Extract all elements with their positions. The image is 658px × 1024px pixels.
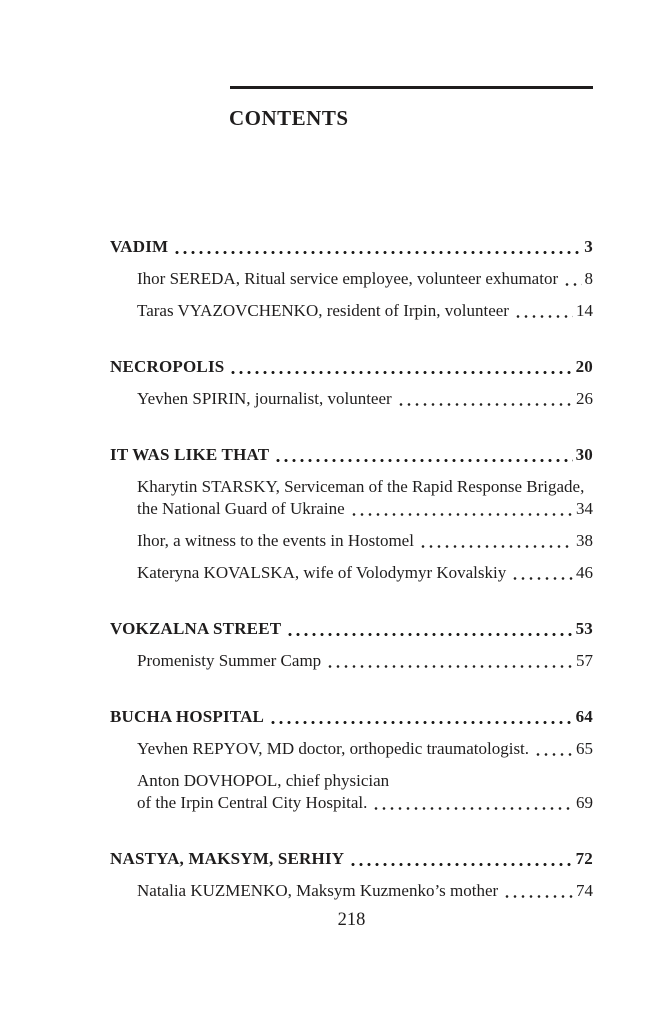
toc-entry-kovalska [110, 562, 593, 584]
dot-leader [372, 792, 573, 814]
dot-leader [350, 498, 573, 520]
toc-entry-vyazovchenko [110, 300, 593, 322]
toc-entry-starsky [110, 476, 593, 520]
entry-page-number: 3 [584, 237, 593, 256]
entry-page-number: 69 [576, 793, 593, 812]
entry-page-number: 34 [576, 499, 593, 518]
dot-leader [534, 738, 573, 760]
entry-page-number: 65 [576, 739, 593, 758]
dot-leader [563, 268, 581, 290]
entry-label: Promenisty Summer Camp [137, 651, 322, 670]
toc-entry-ihor-witness [110, 530, 593, 552]
toc-entry-promenisty [110, 650, 593, 672]
entry-label: BUCHA HOSPITAL [110, 707, 265, 726]
dot-leader [419, 530, 573, 552]
dot-leader [173, 236, 581, 258]
entry-second-line [110, 498, 593, 520]
entry-label: IT WAS LIKE THAT [110, 445, 270, 464]
entry-label-line1: Kharytin STARSKY, Serviceman of the Rapid Response Brigade, [137, 477, 585, 496]
toc-entry-dovhopol [110, 770, 593, 814]
entry-label-line2: the National Guard of Ukraine [137, 499, 345, 518]
dot-leader [349, 848, 572, 870]
entry-second-line [110, 792, 593, 814]
entry-page-number: 26 [576, 389, 593, 408]
dot-leader [503, 880, 573, 902]
entry-label: Ihor, a witness to the events in Hostomel [137, 531, 414, 550]
dot-leader [326, 650, 573, 672]
entry-page-number: 46 [576, 563, 593, 582]
dot-leader [229, 356, 572, 378]
entry-label: VOKZALNA STREET [110, 619, 282, 638]
table-of-contents [110, 236, 593, 902]
entry-page-number: 14 [576, 301, 593, 320]
entry-label-line1: Anton DOVHOPOL, chief physician [137, 771, 390, 790]
entry-page-number: 72 [575, 849, 593, 868]
toc-section-it-was-like-that [110, 444, 593, 466]
toc-section-vokzalna-street [110, 618, 593, 640]
entry-page-number: 38 [576, 531, 593, 550]
header-rule-divider [230, 86, 593, 89]
dot-leader [269, 706, 572, 728]
dot-leader [286, 618, 572, 640]
page-title: CONTENTS [229, 106, 349, 130]
entry-page-number: 30 [575, 445, 593, 464]
entry-page-number: 64 [575, 707, 593, 726]
entry-label: NECROPOLIS [110, 357, 225, 376]
dot-leader [514, 300, 573, 322]
dot-leader [511, 562, 573, 584]
dot-leader [397, 388, 573, 410]
toc-section-necropolis [110, 356, 593, 378]
entry-label: Ihor SEREDA, Ritual service employee, volunteer exhumator [137, 269, 559, 288]
entry-page-number: 74 [576, 881, 593, 900]
toc-entry-repyov [110, 738, 593, 760]
entry-label: Natalia KUZMENKO, Maksym Kuzmenko’s mother [137, 881, 499, 900]
toc-entry-sereda [110, 268, 593, 290]
entry-label: Yevhen SPIRIN, journalist, volunteer [137, 389, 392, 408]
entry-label: Taras VYAZOVCHENKO, resident of Irpin, volunteer [137, 301, 509, 320]
toc-entry-kuzmenko [110, 880, 593, 902]
entry-label: Kateryna KOVALSKA, wife of Volodymyr Kovalskiy [137, 563, 507, 582]
entry-page-number: 8 [584, 269, 593, 288]
toc-section-nastya-maksym-serhiy [110, 848, 593, 870]
entry-page-number: 57 [576, 651, 593, 670]
entry-label: VADIM [110, 237, 169, 256]
toc-section-vadim [110, 236, 593, 258]
footer-page-number: 218 [337, 910, 366, 930]
entry-page-number: 53 [575, 619, 593, 638]
dot-leader [274, 444, 572, 466]
toc-section-bucha-hospital [110, 706, 593, 728]
entry-page-number: 20 [575, 357, 593, 376]
entry-label: NASTYA, MAKSYM, SERHIY [110, 849, 345, 868]
entry-label-line2: of the Irpin Central City Hospital. [137, 793, 368, 812]
toc-entry-spirin [110, 388, 593, 410]
entry-label: Yevhen REPYOV, MD doctor, orthopedic traumatologist. [137, 739, 530, 758]
